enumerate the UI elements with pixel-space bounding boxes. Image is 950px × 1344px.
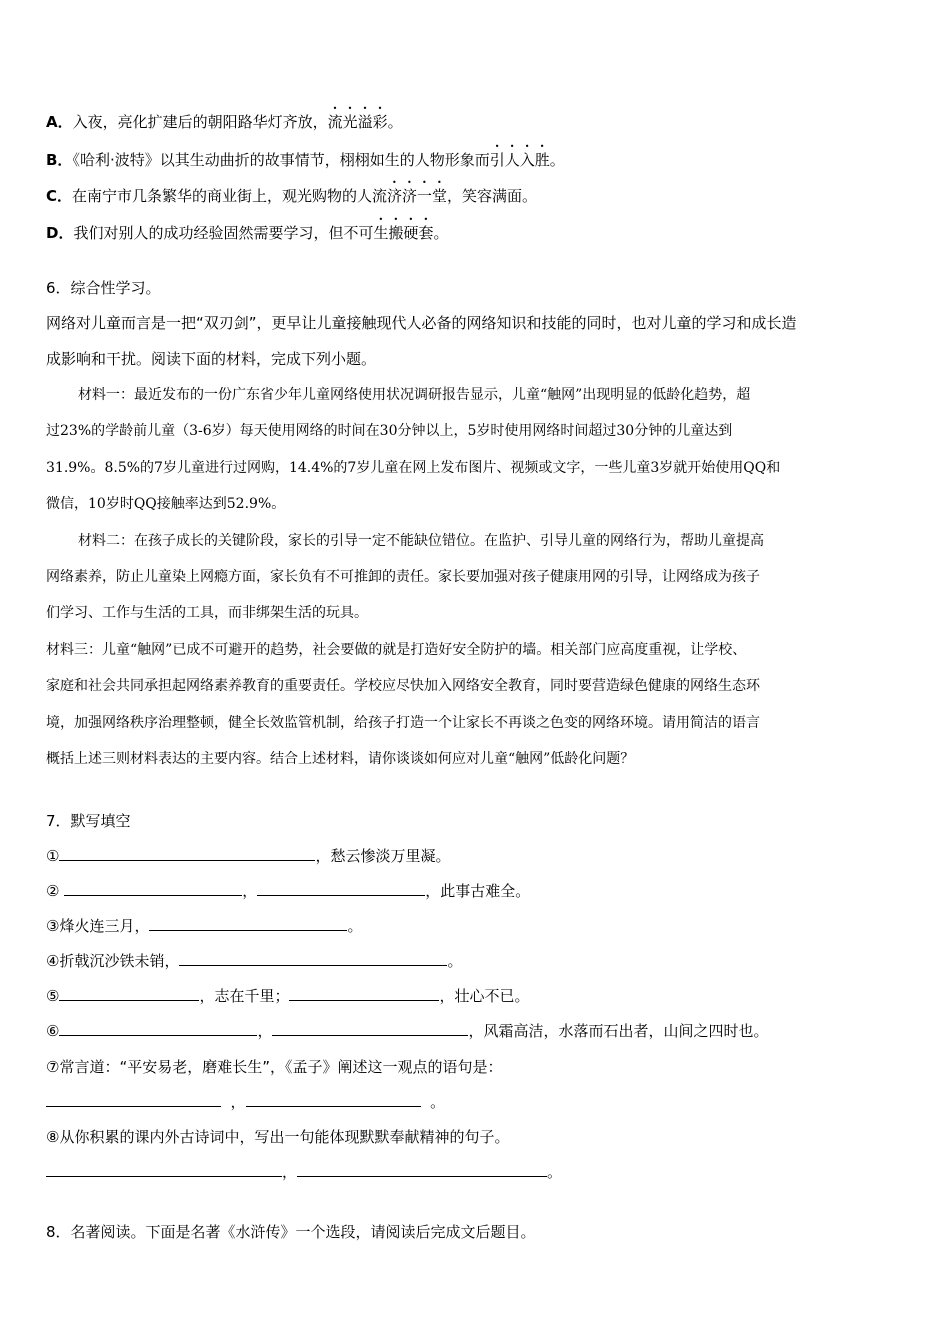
option-b <box>46 142 910 169</box>
answer-blank[interactable] <box>289 986 439 1001</box>
fill-item-2 <box>46 881 910 903</box>
fill-item-3 <box>46 916 910 938</box>
option-label: A． <box>46 113 73 131</box>
item-separator: ， <box>282 1163 298 1181</box>
fill-item-8-question: ⑧从你积累的课内外古诗词中，写出一句能体现默默奉献精神的句子。 <box>46 1128 510 1146</box>
answer-blank[interactable] <box>46 1092 221 1107</box>
emphasized-phrase: 生搬硬套 <box>373 224 434 242</box>
item-number: ⑥ <box>46 1022 60 1040</box>
item-text-end: ，壮心不已。 <box>439 987 530 1005</box>
answer-blank[interactable] <box>246 1092 421 1107</box>
fill-item-7-question: ⑦常言道：“平安易老，磨难长生”，《孟子》阐述这一观点的语句是： <box>46 1058 503 1076</box>
emphasized-phrase: 引人入胜 <box>489 151 550 169</box>
item-number: ① <box>46 847 60 865</box>
option-d <box>46 215 910 242</box>
material-2-line-1: 材料二：在孩子成长的关键阶段，家长的引导一定不能缺位错位。在监护、引导儿童的网络行为，帮助儿童提高 <box>78 533 764 549</box>
item-text-end: 。 <box>447 952 463 970</box>
question-7-title: 7．默写填空 <box>46 812 131 830</box>
emphasized-phrase: 济济一堂 <box>387 187 448 205</box>
answer-blank[interactable] <box>59 846 315 861</box>
option-a <box>46 104 910 131</box>
question-8-title: 8．名著阅读。下面是名著《水浒传》一个选段，请阅读后完成文后题目。 <box>46 1223 536 1241</box>
item-number: ⑤ <box>46 987 60 1005</box>
item-text: ④折戟沉沙铁未销， <box>46 952 180 970</box>
item-text-end: ，风霜高洁，水落而石出者，山间之四时也。 <box>468 1022 769 1040</box>
fill-item-1 <box>46 846 910 868</box>
option-text-end: 。 <box>549 151 565 169</box>
question-6-intro-line-1: 网络对儿童而言是一把“双刃剑”，更早让儿童接触现代人必备的网络知识和技能的同时，也对儿童的学习和成长造 <box>46 314 797 332</box>
option-text: 入夜，亮化扩建后的朝阳路华灯齐放， <box>72 113 328 131</box>
material-3-line-2: 家庭和社会共同承担起网络素养教育的重要责任。学校应尽快加入网络安全教育，同时要营造绿色健康的网络生态环 <box>46 678 760 694</box>
option-text-end: ，笑容满面。 <box>447 187 538 205</box>
fill-item-8-answer <box>46 1162 910 1184</box>
answer-blank[interactable] <box>59 986 199 1001</box>
option-c <box>46 178 910 205</box>
answer-blank[interactable] <box>64 881 242 896</box>
option-text: 在南宁市几条繁华的商业街上，观光购物的人流 <box>72 187 388 205</box>
material-2-line-3: 们学习、工作与生活的工具，而非绑架生活的玩具。 <box>46 605 368 621</box>
question-6-intro-line-2: 成影响和干扰。阅读下面的材料，完成下列小题。 <box>46 350 377 368</box>
option-label: D． <box>46 224 74 242</box>
option-text: 《哈利·波特》以其生动曲折的故事情节，栩栩如生的人物形象而 <box>72 151 490 169</box>
option-text: 我们对别人的成功经验固然需要学习，但不可 <box>73 224 374 242</box>
material-2-line-2: 网络素养，防止儿童染上网瘾方面，家长负有不可推卸的责任。家长要加强对孩子健康用网的引导，让网络成为孩子 <box>46 569 760 585</box>
material-1-line-3: 31.9%。8.5%的7岁儿童进行过网购，14.4%的7岁儿童在网上发布图片、视频或文字，一些儿童3岁就开始使用QQ和 <box>46 460 781 476</box>
answer-blank[interactable] <box>149 916 347 931</box>
answer-blank[interactable] <box>257 881 425 896</box>
answer-blank[interactable] <box>179 951 447 966</box>
material-3-line-3: 境，加强网络秩序治理整顿，健全长效监管机制，给孩子打造一个让家长不再谈之色变的网络环境。请用简洁的语言 <box>46 715 760 731</box>
option-text-end: 。 <box>387 113 403 131</box>
answer-blank[interactable] <box>297 1162 547 1177</box>
option-text-end: 。 <box>433 224 449 242</box>
item-separator: ， <box>257 1022 273 1040</box>
material-3-line-4: 概括上述三则材料表达的主要内容。结合上述材料，请你谈谈如何应对儿童“触网”低龄化问题？ <box>46 751 635 767</box>
item-text-end: 。 <box>547 1163 563 1181</box>
question-6-title: 6．综合性学习。 <box>46 279 161 297</box>
option-label: B． <box>46 151 73 169</box>
item-text: ③烽火连三月， <box>46 917 150 935</box>
material-1-line-2: 过23%的学龄前儿童（3-6岁）每天使用网络的时间在30分钟以上，5岁时使用网络时间超过30分钟的儿童达到 <box>46 423 733 439</box>
material-1-line-1: 材料一：最近发布的一份广东省少年儿童网络使用状况调研报告显示，儿童“触网”出现明显的低龄化趋势，超 <box>78 387 751 403</box>
item-text: ，此事古难全。 <box>425 882 531 900</box>
fill-item-4 <box>46 951 910 973</box>
emphasized-phrase: 流光溢彩 <box>327 113 388 131</box>
material-1-line-4: 微信，10岁时QQ接触率达到52.9%。 <box>46 496 286 512</box>
answer-blank[interactable] <box>59 1021 257 1036</box>
answer-blank[interactable] <box>272 1021 468 1036</box>
material-3-line-1: 材料三：儿童“触网”已成不可避开的趋势，社会要做的就是打造好安全防护的墙。相关部门应高度重视，让学校、 <box>46 642 747 658</box>
fill-item-7-answer <box>46 1092 910 1114</box>
item-separator: ， <box>242 882 258 900</box>
option-label: C． <box>46 187 73 205</box>
item-text: ，愁云惨淡万里凝。 <box>315 847 451 865</box>
item-number: ② <box>46 882 60 900</box>
answer-blank[interactable] <box>46 1162 282 1177</box>
fill-item-5 <box>46 986 910 1008</box>
item-text: ，志在千里； <box>199 987 290 1005</box>
fill-item-6 <box>46 1021 910 1043</box>
item-text-end: 。 <box>347 917 363 935</box>
item-separator: ， <box>230 1093 246 1111</box>
item-text-end: 。 <box>430 1093 446 1111</box>
